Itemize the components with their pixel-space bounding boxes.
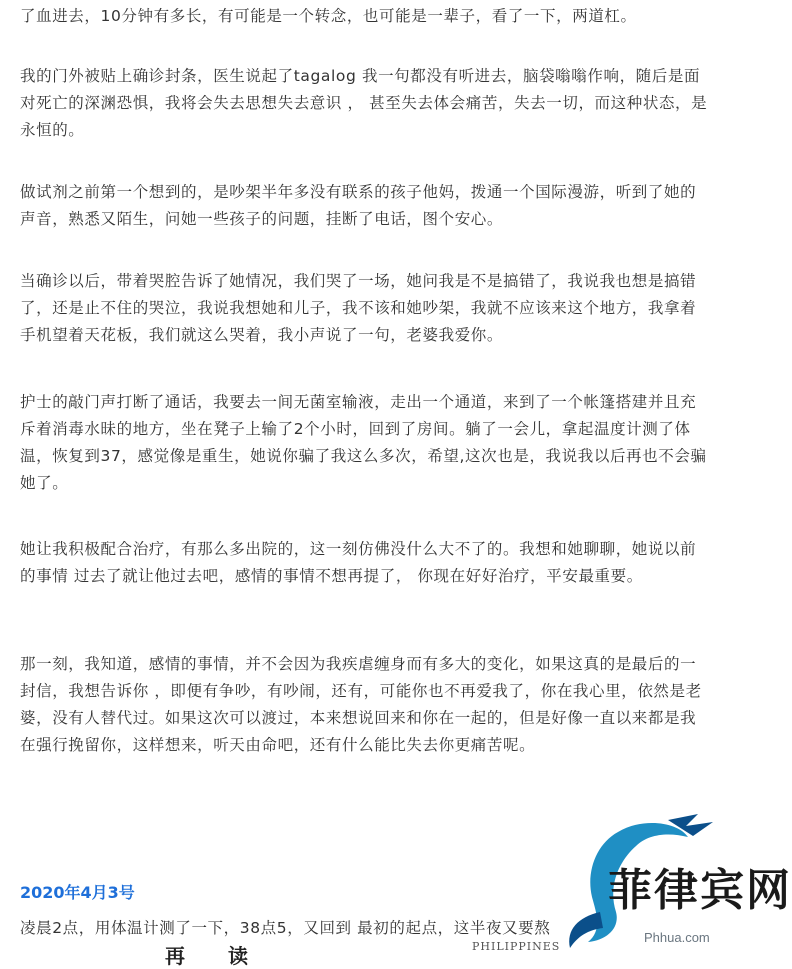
- paragraph-5: 护士的敲门声打断了通话，我要去一间无菌室输液，走出一个通道，来到了一个帐篷搭建并且充斥着消毒水昧的地方，坐在凳子上输了2个小时，回到了房间。躺了一会儿，拿起温度计测了体温，恢复到37，感觉像是重生，她说你骗了我这么多次，希望,这次也是，我说我以后再也不会骗她了。: [20, 393, 707, 492]
- paragraph-3: 做试剂之前第一个想到的，是吵架半年多没有联系的孩子他妈，拨通一个国际漫游，听到了她的声音，熟悉又陌生，问她一些孩子的问题，挂断了电话，图个安心。: [20, 183, 697, 228]
- tail-paragraph: 凌晨2点，用体温计测了一下，38点5，又回到 最初的起点，这半夜又要熬: [20, 919, 551, 937]
- date-heading: 2020年4月3号: [20, 883, 135, 902]
- watermark-url: Phhua.com: [644, 930, 710, 945]
- watermark-logo-text: 菲律宾网: [608, 865, 792, 916]
- cut-off-heading: 再 读: [165, 944, 266, 968]
- image-caption: PHILIPPINES: [472, 940, 561, 953]
- paragraph-1: 了血进去，10分钟有多长，有可能是一个转念，也可能是一辈子，看了一下，两道杠。: [20, 7, 637, 25]
- paragraph-4: 当确诊以后，带着哭腔告诉了她情况，我们哭了一场，她问我是不是搞错了，我说我也想是搞错了，还是止不住的哭泣，我说我想她和儿子，我不该和她吵架，我就不应该来这个地方，我拿着手机望着天花板，我们就这么哭着，我小声说了一句，老婆我爱你。: [20, 272, 697, 344]
- site-watermark: [548, 812, 792, 954]
- paragraph-7: 那一刻，我知道，感情的事情，并不会因为我疾虐缠身而有多大的变化，如果这真的是最后的一封信，我想告诉你 ，即便有争吵，有吵闹，还有，可能你也不再爱我了，你在我心里，依然是老婆，没有人替代过。如果这次可以渡过，本来想说回来和你在一起的，但是好像一直以来都是我在强行挽留你，这样想来，听天由命吧，还有什么能比失去你更痛苦呢。: [20, 655, 702, 754]
- paragraph-6: 她让我积极配合治疗，有那么多出院的，这一刻仿佛没什么大不了的。我想和她聊聊，她说以前的事情 过去了就让他过去吧，感情的事情不想再提了， 你现在好好治疗，平安最重要。: [20, 540, 697, 585]
- paragraph-2: 我的门外被贴上确诊封条，医生说起了tagalog 我一句都没有听进去，脑袋嗡嗡作响，随后是面对死亡的深渊恐惧，我将会失去思想失去意识 ， 甚至失去体会痛苦，失去一切，而这种状态，是永恒的。: [20, 67, 708, 139]
